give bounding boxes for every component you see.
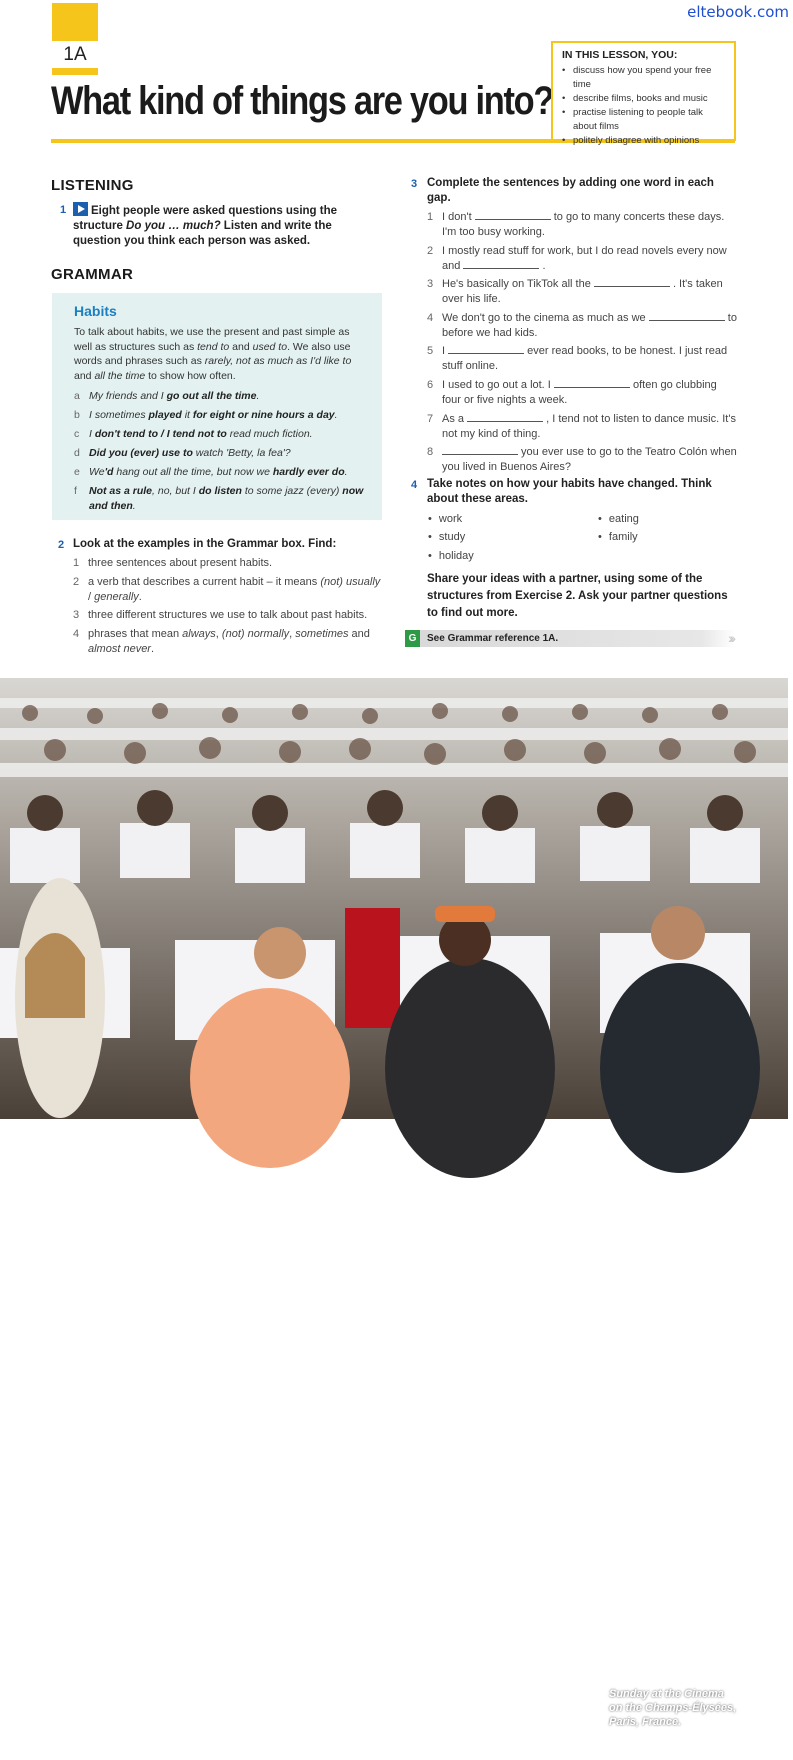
lesson-objective: • describe films, books and music: [562, 92, 725, 106]
area-item: • family: [598, 531, 638, 543]
exercise-2-prompt: Look at the examples in the Grammar box. Find:: [73, 538, 337, 550]
area-item: • eating: [598, 513, 639, 525]
lesson-objective: • discuss how you spend your free time: [562, 64, 725, 92]
exercise-3-item: 8 you ever use to go to the Teatro Colón when you lived in Buenos Aires?: [427, 446, 737, 474]
grammar-example: a My friends and I go out all the time.: [74, 390, 260, 402]
chevron-right-icon: ›››: [728, 630, 733, 646]
exercise-2-item: 2 a verb that describes a current habit – it means (not) usually / generally.: [73, 575, 381, 603]
cinema-crowd-illustration: [0, 678, 788, 1119]
answer-gap[interactable]: [467, 412, 543, 422]
exercise-3-number: 3: [411, 178, 418, 190]
listening-heading: LISTENING: [51, 177, 134, 194]
watermark: eltebook.com: [687, 3, 789, 21]
unit-code: 1A: [63, 44, 87, 65]
unit-color-block: [52, 3, 98, 41]
answer-gap[interactable]: [649, 311, 725, 321]
exercise-2-number: 2: [58, 539, 65, 551]
lesson-objectives-list: [562, 64, 725, 148]
exercise-2-item: 4 phrases that mean always, (not) normally, sometimes and almost never.: [73, 627, 370, 655]
exercise-3-item: 4 We don't go to the cinema as much as we to before we had kids.: [427, 311, 737, 339]
grammar-example: c I don't tend to / I tend not to read much fiction.: [74, 428, 313, 440]
grammar-box-title: Habits: [74, 303, 117, 319]
exercise-2-item: 1 three sentences about present habits.: [73, 557, 273, 569]
unit-underline: [52, 68, 98, 75]
page-number: 8: [48, 1748, 55, 1760]
exercise-4-number: 4: [411, 479, 418, 491]
exercise-4-prompt: Take notes on how your habits have changed. Think about these areas.: [427, 478, 712, 505]
answer-gap[interactable]: [594, 277, 670, 287]
grammar-example: e We'd hang out all the time, but now we hardly ever do.: [74, 466, 348, 478]
exercise-3-item: 7 As a , I tend not to listen to dance music. It's not my kind of thing.: [427, 412, 736, 440]
audio-play-icon[interactable]: [73, 202, 88, 216]
area-item: • holiday: [428, 550, 474, 562]
answer-gap[interactable]: [554, 378, 630, 388]
lesson-objective: • politely disagree with opinions: [562, 134, 725, 148]
exercise-3-list: [427, 210, 737, 479]
exercise-1-prompt: Eight people were asked questions using the structure Do you … much? Listen and write the question you think each person was asked.: [73, 202, 373, 249]
photo-caption: Sunday at the Cinema on the Champs-Élysées, Paris, France.: [609, 1688, 737, 1728]
area-item: • study: [428, 531, 465, 543]
exercise-3-prompt: Complete the sentences by adding one word in each gap.: [427, 177, 714, 204]
lesson-objectives-heading: IN THIS LESSON, YOU:: [562, 49, 678, 61]
lesson-objectives-box: [551, 41, 736, 146]
grammar-reference-link[interactable]: [405, 630, 735, 647]
exercise-2-list: [73, 556, 385, 660]
exercise-4-share: Share your ideas with a partner, using some of the structures from Exercise 2. Ask your partner questions to find out more.: [427, 573, 728, 619]
lesson-objective: • practise listening to people talk about films: [562, 106, 725, 134]
grammar-reference-text: See Grammar reference 1A.: [427, 633, 559, 644]
exercise-1-number: 1: [60, 204, 67, 216]
exercise-3-item: 3 He's basically on TikTok all the . It's taken over his life.: [427, 278, 723, 306]
grammar-heading: GRAMMAR: [51, 266, 134, 283]
grammar-box-intro: To talk about habits, we use the present and past simple as well as structures such as tend to and used to. We also use words and phrases such as rarely, not as much as I'd like to and all the time to show how often.: [74, 326, 352, 382]
cinema-photo: [0, 678, 788, 1760]
exercise-3-item: 2 I mostly read stuff for work, but I do read novels every now and .: [427, 244, 727, 272]
exercise-3-item: 1 I don't to go to many concerts these days. I'm too busy working.: [427, 211, 725, 238]
answer-gap[interactable]: [475, 210, 551, 220]
exercise-3-item: 5 I ever read books, to be honest. I just read stuff online.: [427, 345, 728, 373]
grammar-example: b I sometimes played it for eight or nine hours a day.: [74, 409, 338, 421]
area-item: • work: [428, 513, 462, 525]
exercise-2-item: 3 three different structures we use to talk about past habits.: [73, 609, 368, 622]
answer-gap[interactable]: [463, 259, 539, 269]
grammar-box: [52, 293, 382, 520]
exercise-3-item: 6 I used to go out a lot. I often go clubbing four or five nights a week.: [427, 378, 717, 406]
grammar-example: d Did you (ever) use to watch 'Betty, la fea'?: [74, 447, 291, 459]
grammar-reference-badge: G: [405, 630, 420, 647]
grammar-examples: [74, 389, 370, 514]
answer-gap[interactable]: [442, 445, 518, 455]
answer-gap[interactable]: [448, 344, 524, 354]
page-title: What kind of things are you into?: [51, 79, 554, 123]
grammar-example: f Not as a rule, no, but I do listen to some jazz (every) now and then.: [74, 485, 364, 512]
